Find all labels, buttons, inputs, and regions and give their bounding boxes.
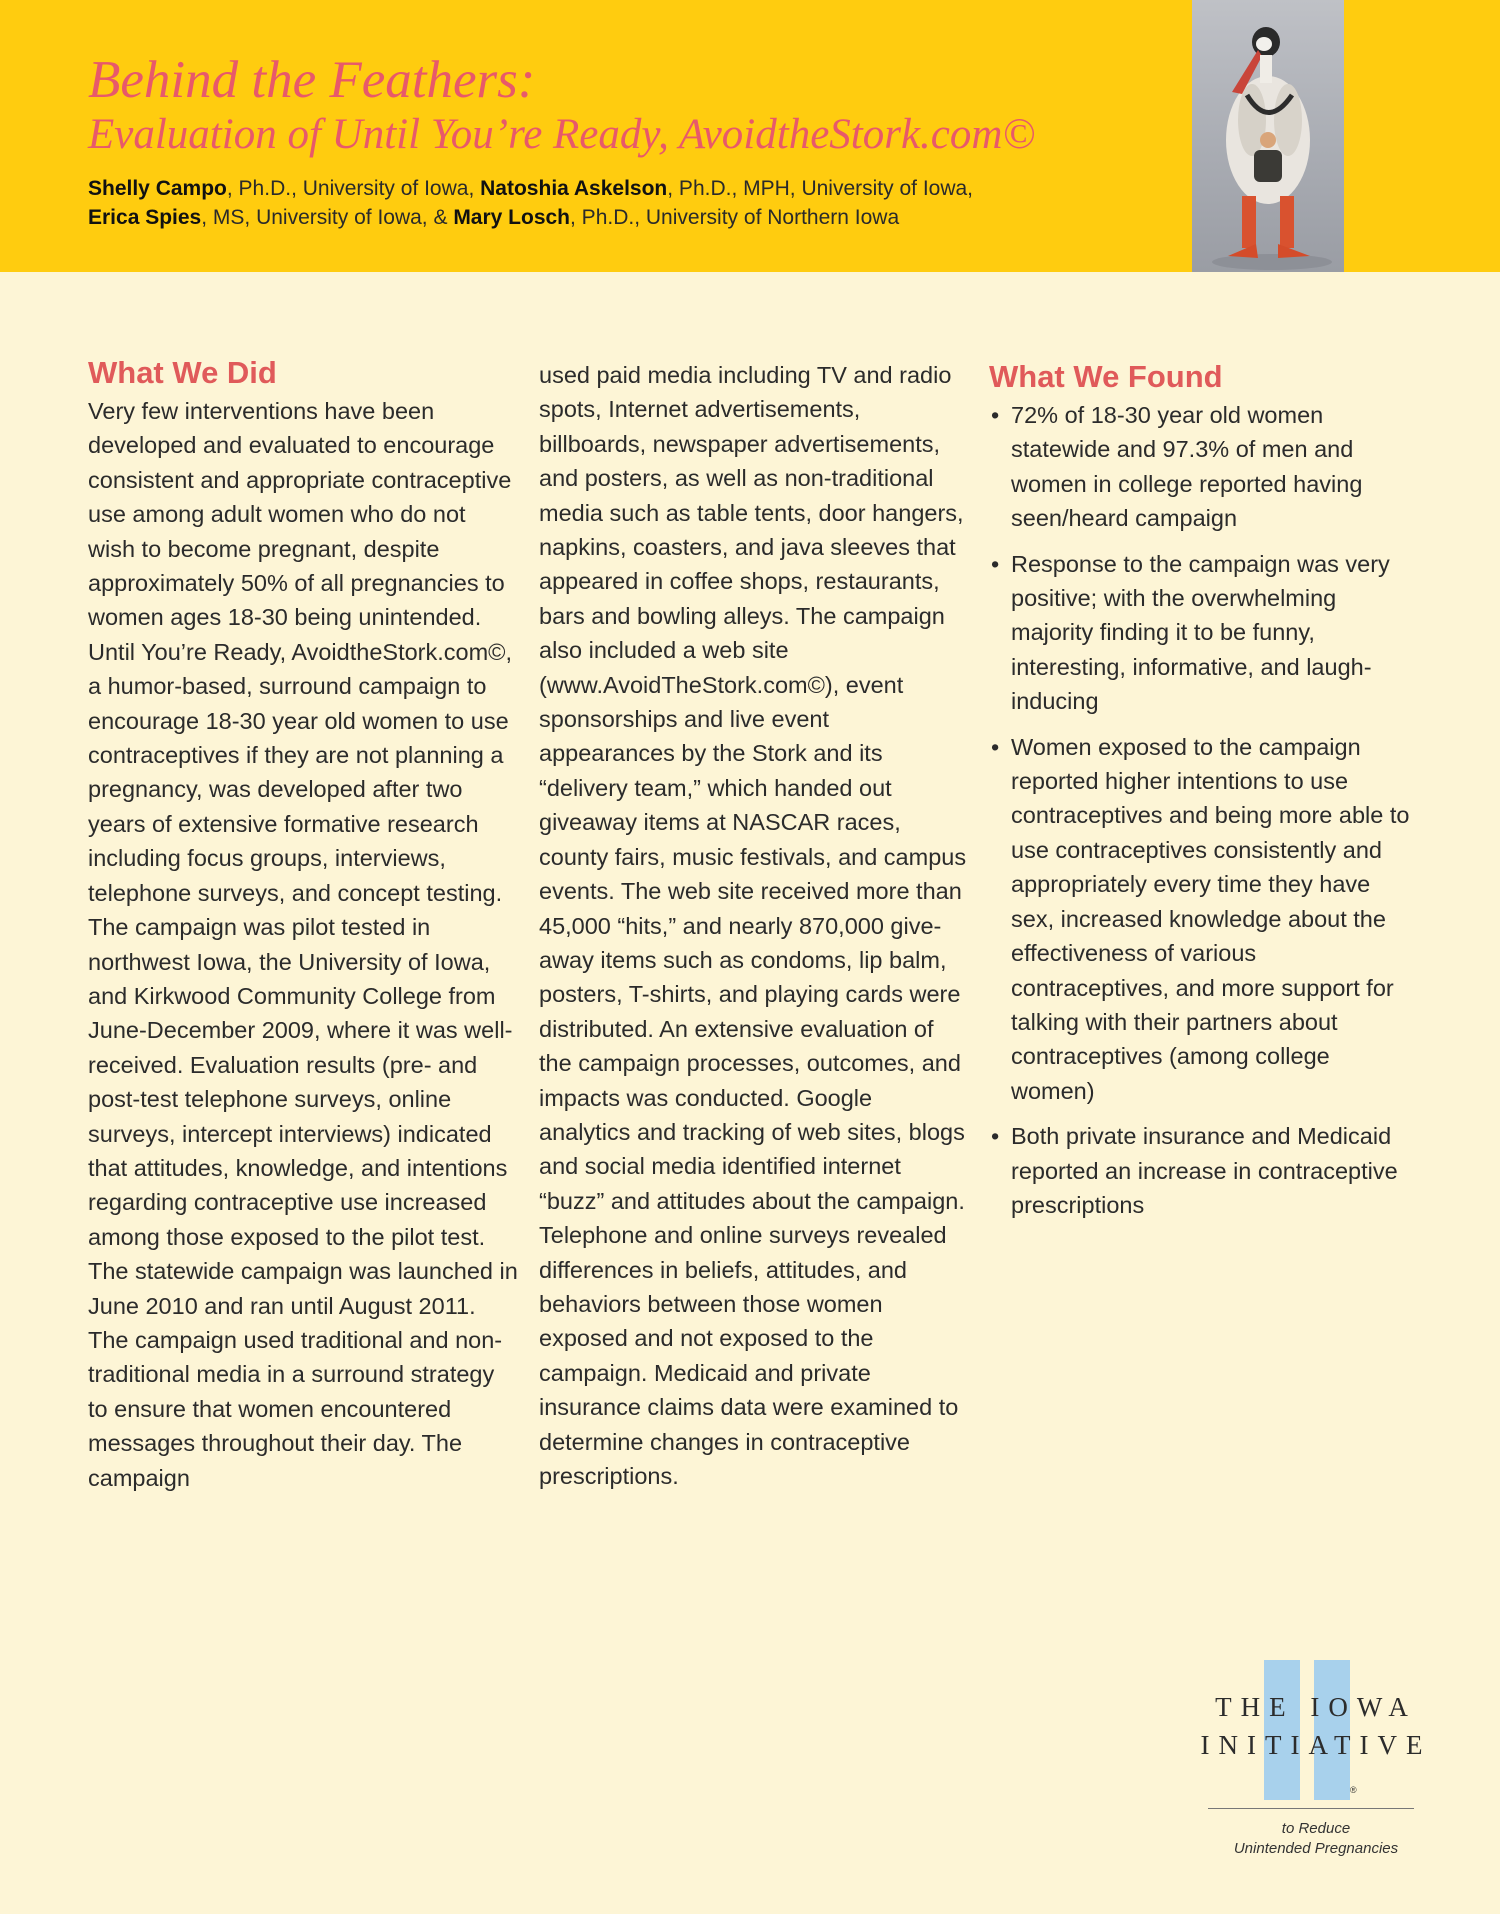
what-we-did-text-part-2: used paid media including TV and radio spots, Internet advertisements, billboards, newspaper advertisements, and posters, as well as non-traditional media such as table tents, door hangers, napkins, coasters, and java sleeves that appeared in coffee shops, restaurants, bars and bowling alleys. The campaign also included a web site (www.AvoidTheStork.com©), event sponsorships and live event appearances by the Stork and its “delivery team,” which handed out giveaway items at NASCAR races, county fairs, music festivals, and campus events. The web site received more than 45,000 “hits,” and nearly 870,000 give-away items such as condoms, lip balm, posters, T-shirts, and playing cards were distributed. An extensive evaluation of the campaign processes, outcomes, and impacts was conducted. Google analytics and tracking of web sites, blogs and social media identified internet “buzz” and attitudes about the campaign. Telephone and online surveys revealed differences in beliefs, attitudes, and behaviors between those women exposed and not exposed to the campaign. Medicaid and private insurance claims data were examined to determine changes in contraceptive prescriptions. — [539, 362, 967, 1489]
column-middle — [539, 358, 969, 1493]
logo-text-line-2: INITIATIVE — [1200, 1730, 1432, 1760]
header-banner — [0, 0, 1500, 272]
author-affiliation: , Ph.D., MPH, University of Iowa, — [667, 177, 974, 200]
author-name: Mary Losch — [453, 206, 571, 229]
title-line-1: Behind the Feathers: — [88, 51, 536, 109]
finding-text: 72% of 18-30 year old women statewide and 97.3% of men and women in college reported having seen/heard campaign — [1011, 402, 1363, 532]
section-heading-what-we-did: What We Did — [88, 355, 277, 390]
registered-mark: ® — [1350, 1785, 1357, 1795]
author-affiliation: , Ph.D., University of Iowa, — [226, 177, 481, 200]
author-name: Erica Spies — [88, 206, 202, 229]
logo-tagline-2: Unintended Pregnancies — [1233, 1840, 1399, 1857]
bullet: • — [991, 550, 1000, 577]
iowa-initiative-logo — [1196, 1660, 1436, 1860]
title-line-2: Evaluation of Until You’re Ready, AvoidtheStork.com© — [88, 111, 1036, 158]
finding-item — [989, 547, 1419, 719]
logo-divider — [1208, 1808, 1414, 1809]
bullet: • — [991, 402, 1000, 428]
finding-text: Response to the campaign was very positive; with the overwhelming majority finding it to be funny, interesting, informative, and laugh-inducing — [1011, 550, 1390, 715]
what-we-did-text-part-1: Very few interventions have been developed and evaluated to encourage consistent and appropriate contraceptive use among adult women who do not wish to become pregnant, despite approximately 50% of all pregnancies to women ages 18-30 being unintended. Until You’re Ready, AvoidtheStork.com©, a humor-based, surround campaign to encourage 18-30 year old women to use contraceptives if they are not planning a pregnancy, was developed after two years of extensive formative research including focus groups, interviews, telephone surveys, and concept testing. The campaign was pilot tested in northwest Iowa, the University of Iowa, and Kirkwood Community College from June-December 2009, where it was well-received. Evaluation results (pre- and post-test telephone surveys, online surveys, intercept interviews) indicated that attitudes, knowledge, and intentions regarding contraceptive use increased among those exposed to the pilot test. The statewide campaign was launched in June 2010 and ran until August 2011. The campaign used traditional and non-traditional media in a surround strategy to ensure that women encountered messages throughout their day. The campaign — [88, 398, 518, 1491]
finding-item — [989, 730, 1419, 1108]
stork-mascot-photo — [1192, 0, 1344, 272]
bullet: • — [991, 733, 1000, 760]
stork-mascot-illustration — [1192, 0, 1344, 272]
bullet: • — [991, 1123, 1000, 1150]
finding-text: Women exposed to the campaign reported higher intentions to use contraceptives and being more able to use contraceptives consistently and appropriately every time they have sex, increased knowledge about the effectiveness of various contraceptives, and more support for talking with their partners about contraceptives (among college women) — [1011, 733, 1410, 1104]
finding-item — [989, 398, 1419, 536]
findings-list — [989, 398, 1419, 1222]
logo-text-line-1: THE IOWA — [1215, 1692, 1417, 1722]
logo-tagline-1: to Reduce — [1281, 1820, 1351, 1837]
author-name: Shelly Campo — [88, 177, 227, 200]
column-left — [88, 354, 518, 1495]
author-name: Natoshia Askelson — [480, 177, 668, 200]
column-right — [989, 358, 1419, 1233]
author-affiliation: , Ph.D., University of Northern Iowa — [570, 206, 900, 229]
author-list — [88, 174, 1148, 232]
finding-text: Both private insurance and Medicaid reported an increase in contraceptive prescriptions — [1011, 1123, 1398, 1218]
finding-item — [989, 1119, 1419, 1222]
author-affiliation: , MS, University of Iowa, & — [201, 206, 454, 229]
section-heading-what-we-found: What We Found — [989, 359, 1223, 394]
